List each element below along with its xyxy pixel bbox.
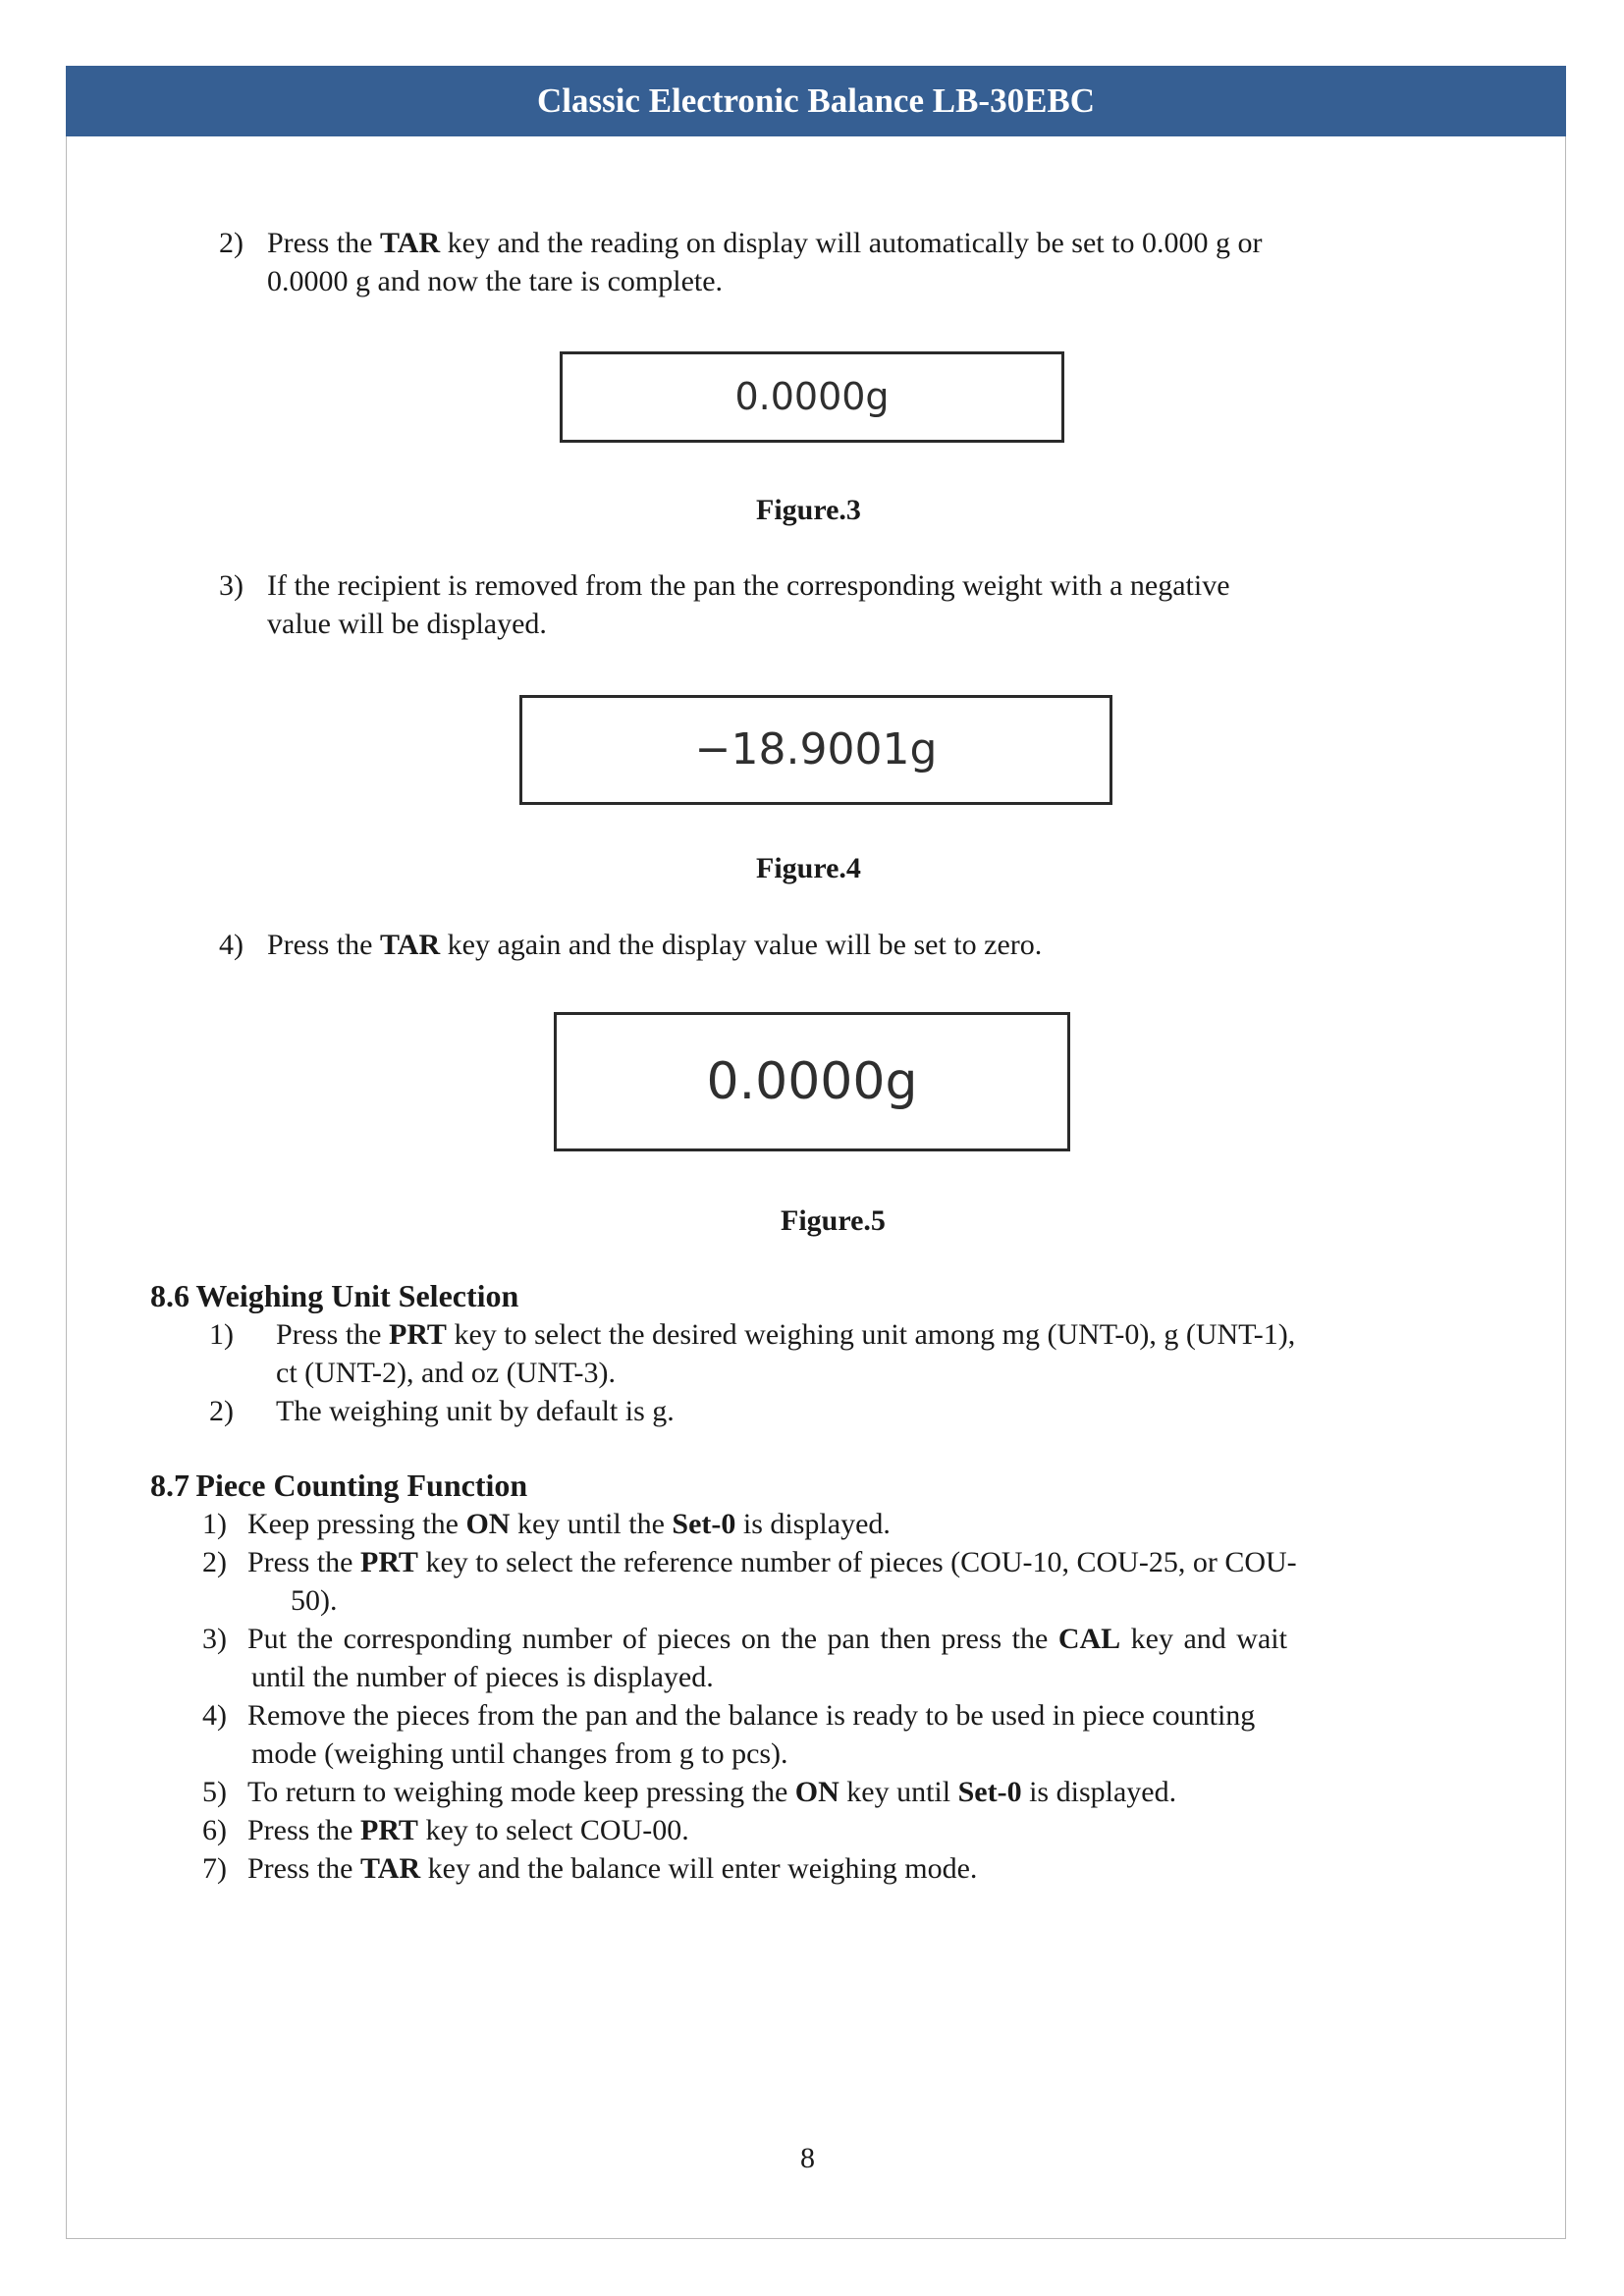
display-figure-3: 0.0000g (560, 351, 1064, 443)
step-4-number: 4) (219, 929, 244, 961)
s87-item-4-line-2: mode (weighing until changes from g to pcs). (251, 1737, 788, 1770)
s87-item-7-text: Press the TAR key and the balance will enter weighing mode. (247, 1852, 978, 1885)
s87-item-6-text: Press the PRT key to select COU-00. (247, 1814, 689, 1846)
figure-3-caption: Figure.3 (756, 494, 861, 526)
s87-item-3-number: 3) (202, 1623, 227, 1655)
s87-item-2-number: 2) (202, 1546, 227, 1578)
page-header: Classic Electronic Balance LB-30EBC (66, 66, 1566, 136)
step-2-line-2: 0.0000 g and now the tare is complete. (267, 265, 724, 297)
s87-item-2-line-2: 50). (291, 1584, 338, 1617)
figure-5-caption: Figure.5 (781, 1204, 886, 1237)
step-3-number: 3) (219, 569, 244, 602)
step-3-line-1: If the recipient is removed from the pan the corresponding weight with a negative (267, 569, 1230, 602)
page-number: 8 (800, 2142, 815, 2174)
s87-item-6-number: 6) (202, 1814, 227, 1846)
s86-item-2-number: 2) (209, 1395, 234, 1427)
s87-item-5-number: 5) (202, 1776, 227, 1808)
s87-item-2-line-1: Press the PRT key to select the reference number of pieces (COU-10, COU-25, or COU- (247, 1546, 1297, 1578)
display-figure-4: −18.9001g (519, 695, 1112, 805)
display-figure-5: 0.0000g (554, 1012, 1070, 1151)
section-8-6-heading: 8.6 Weighing Unit Selection (150, 1278, 519, 1313)
s87-item-7-number: 7) (202, 1852, 227, 1885)
s86-item-1-number: 1) (209, 1318, 234, 1351)
section-8-7-heading: 8.7 Piece Counting Function (150, 1468, 528, 1503)
figure-4-caption: Figure.4 (756, 852, 861, 884)
s87-item-1-number: 1) (202, 1508, 227, 1540)
s87-item-3-line-2: until the number of pieces is displayed. (251, 1661, 714, 1693)
step-2-number: 2) (219, 227, 244, 259)
s87-item-1-text: Keep pressing the ON key until the Set-0 is displayed. (247, 1508, 891, 1540)
s87-item-3-line-1: Put the corresponding number of pieces on the pan then press the CAL key and wait (247, 1623, 1287, 1655)
step-2-line-1: Press the TAR key and the reading on display will automatically be set to 0.000 g or (267, 227, 1263, 259)
s86-item-2-text: The weighing unit by default is g. (276, 1395, 675, 1427)
s86-item-1-line-1: Press the PRT key to select the desired weighing unit among mg (UNT-0), g (UNT-1), (276, 1318, 1296, 1351)
s87-item-4-number: 4) (202, 1699, 227, 1732)
s87-item-4-line-1: Remove the pieces from the pan and the balance is ready to be used in piece counting (247, 1699, 1256, 1732)
step-4-text: Press the TAR key again and the display value will be set to zero. (267, 929, 1043, 961)
step-3-line-2: value will be displayed. (267, 608, 547, 640)
s87-item-5-text: To return to weighing mode keep pressing the ON key until Set-0 is displayed. (247, 1776, 1177, 1808)
s86-item-1-line-2: ct (UNT-2), and oz (UNT-3). (276, 1357, 617, 1389)
